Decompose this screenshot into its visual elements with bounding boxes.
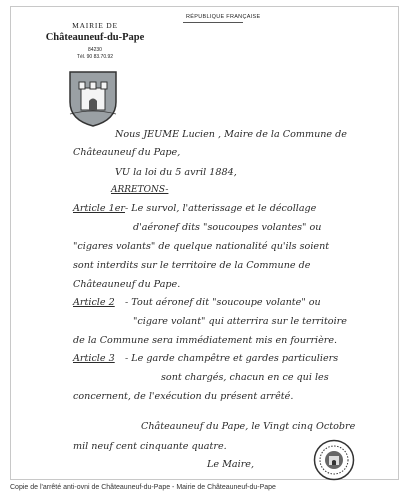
document-page — [10, 6, 399, 480]
coat-of-arms-icon — [68, 70, 118, 128]
article-1-line-4: sont interdits sur le territoire de la Commune de — [73, 260, 311, 271]
town-name: Châteauneuf-du-Pape — [45, 32, 145, 43]
article-2-label: Article 2 — [73, 297, 115, 308]
article-3-line-2: sont chargés, chacun en ce qui les — [161, 372, 329, 383]
article-1-label: Article 1er — [73, 203, 125, 214]
article-2-line-2: "cigare volant" qui atterrira sur le territoire — [133, 316, 347, 327]
republique-francaise-heading: RÉPUBLIQUE FRANÇAISE — [186, 14, 261, 20]
postal-code: 84230 — [88, 47, 102, 53]
preamble-line-2: Châteauneuf du Pape, — [73, 147, 181, 158]
mayor-signature: Le Maire, — [207, 459, 255, 470]
article-1-line-1: - Le survol, l'atterissage et le décollage — [125, 203, 317, 214]
article-2-line-3: de la Commune sera immédiatement mis en fourrière. — [73, 335, 338, 346]
article-1-line-5: Châteauneuf du Pape. — [73, 279, 181, 290]
article-3-line-1: - Le garde champêtre et gardes particuliers — [125, 353, 339, 364]
closing-line-1: Châteauneuf du Pape, le Vingt cinq Octobre — [141, 421, 356, 432]
mairie-label: MAIRIE DE — [72, 21, 118, 30]
official-seal-stamp — [313, 439, 355, 481]
preamble-line-3: VU la loi du 5 avril 1884, — [115, 167, 237, 178]
article-2-line-1: - Tout aéronef dit "soucoupe volante" ou — [125, 297, 321, 308]
header-rule — [183, 22, 243, 23]
image-caption: Copie de l'arrêté anti-ovni de Châteauneuf-du-Pape - Mairie de Châteauneuf-du-Pape — [10, 484, 276, 491]
article-3-label: Article 3 — [73, 353, 115, 364]
article-1-line-2: d'aéronef dits "soucoupes volantes" ou — [133, 222, 322, 233]
article-3-line-3: concernent, de l'exécution du présent arrêté. — [73, 391, 294, 402]
phone-number: Tél. 90 83.70.92 — [76, 54, 114, 60]
arretons-heading: ARRETONS- — [111, 185, 169, 195]
article-1-line-3: "cigares volants" de quelque nationalité qu'ils soient — [73, 241, 330, 252]
closing-line-2: mil neuf cent cinquante quatre. — [73, 441, 227, 452]
preamble-line-1: Nous JEUME Lucien , Maire de la Commune de — [115, 129, 347, 140]
